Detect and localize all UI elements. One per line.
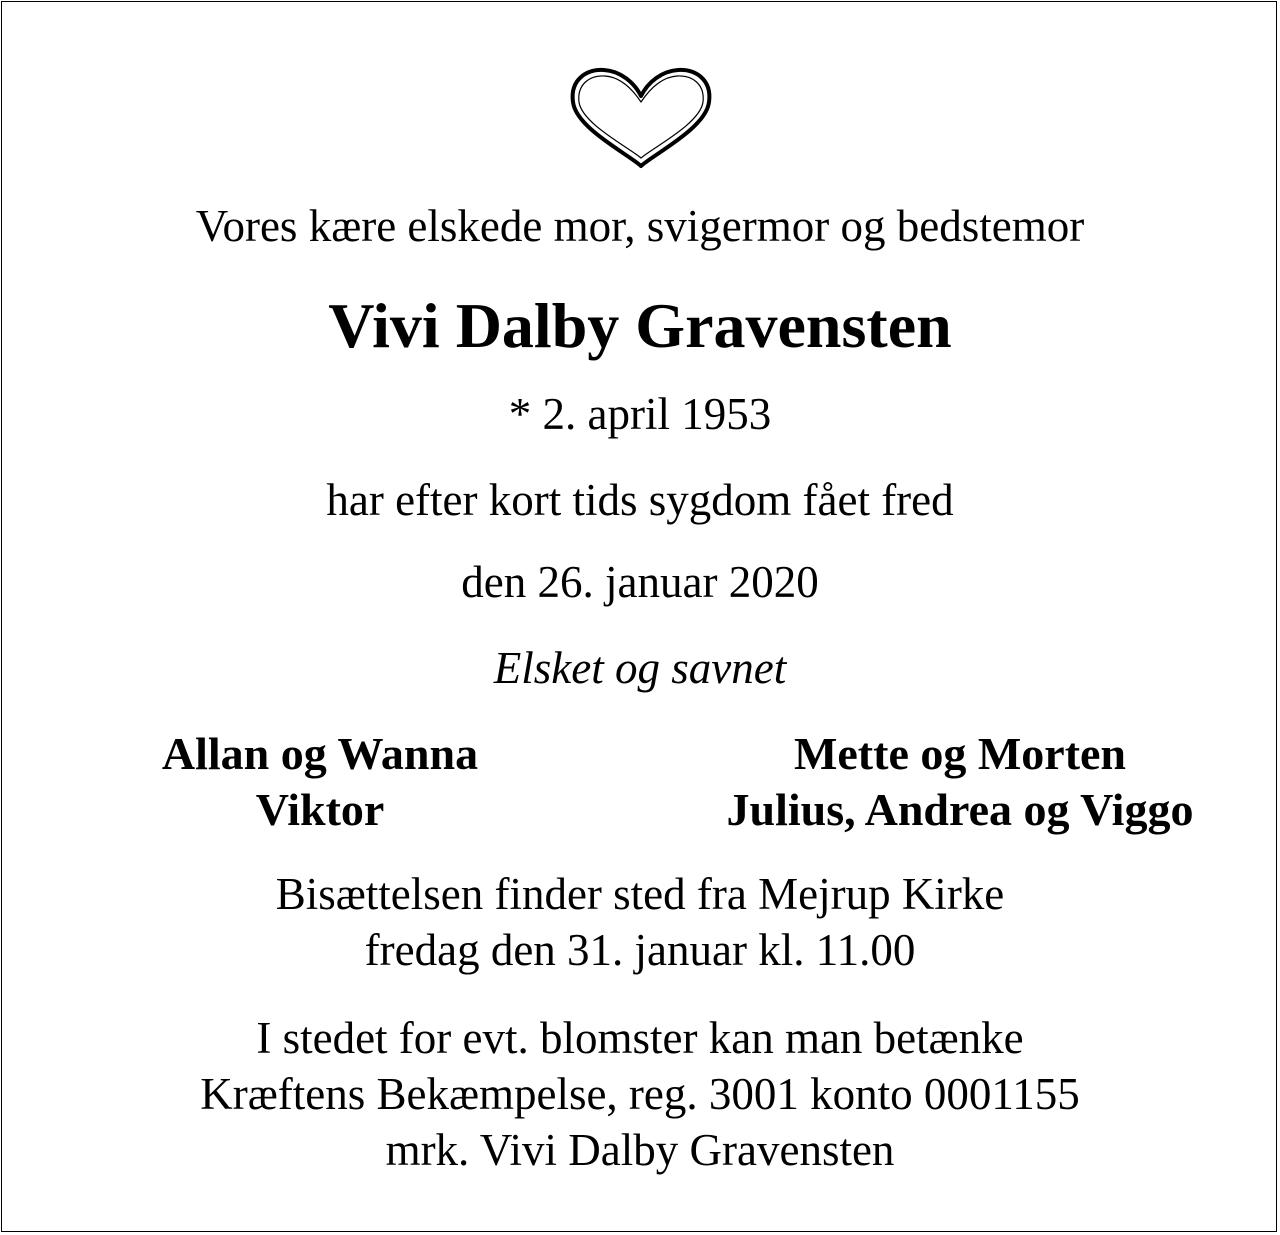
intro-text: Vores kære elskede mor, svigermor og bedstemor [195,201,1085,251]
family-left-line: Viktor [255,784,385,835]
birth-date: * 2. april 1953 [508,389,772,439]
family-right-column [690,726,1230,838]
family-right-line: Mette og Morten [793,728,1127,779]
funeral-location: Bisættelsen finder sted fra Mejrup Kirke [275,869,1005,919]
family-right-line: Julius, Andrea og Viggo [726,784,1194,835]
family-left-line: Allan og Wanna [161,728,479,779]
deceased-name: Vivi Dalby Gravensten [328,290,952,361]
funeral-time: fredag den 31. januar kl. 11.00 [364,925,916,975]
death-date: den 26. januar 2020 [461,557,819,607]
heart-icon [568,66,714,170]
passing-phrase: har efter kort tids sygdom fået fred [326,475,954,525]
donation-line: Kræftens Bekæmpelse, reg. 3001 konto 0001155 [200,1069,1080,1119]
donation-line: I stedet for evt. blomster kan man betænke [256,1013,1024,1063]
loved-missed-text: Elsket og savnet [493,643,787,693]
family-left-column [120,726,520,838]
donation-line: mrk. Vivi Dalby Gravensten [385,1125,895,1175]
